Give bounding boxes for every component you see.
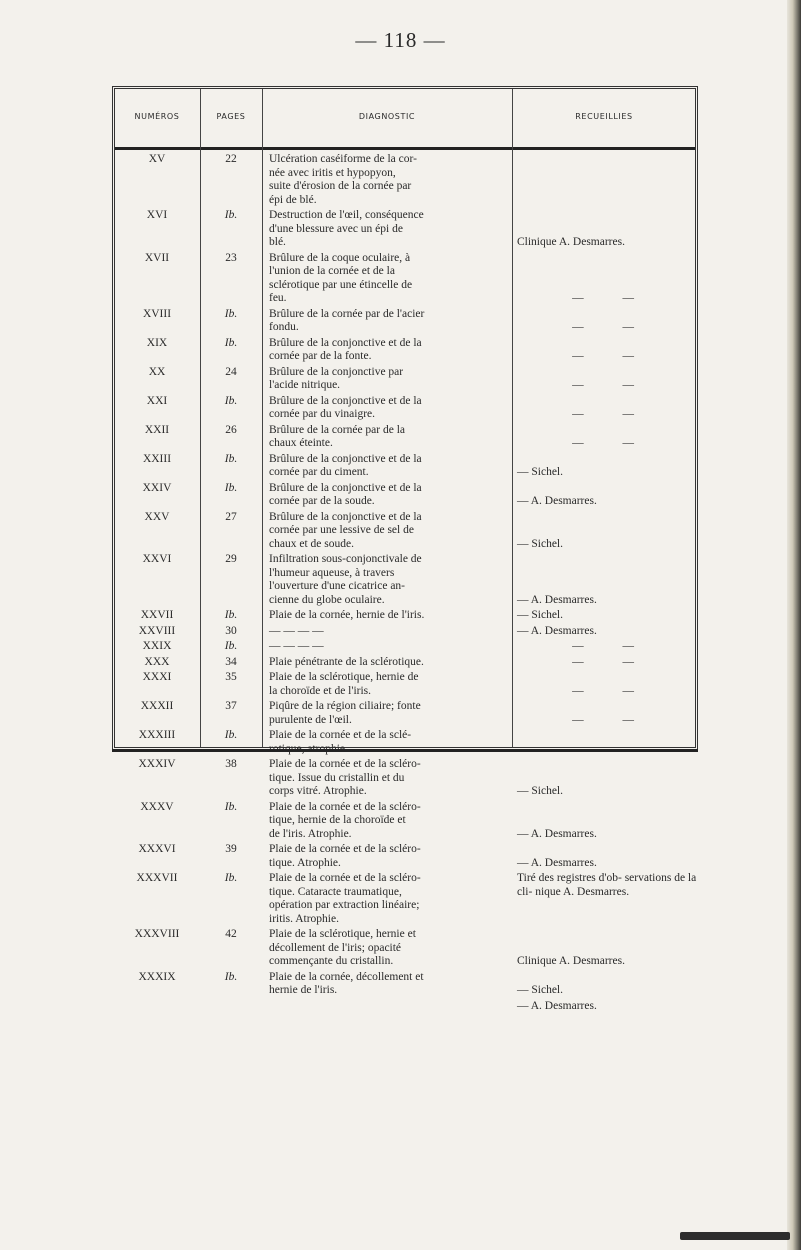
row-diagnostic bbox=[269, 424, 506, 451]
diagnostic-line: Brûlure de la conjonctive et de la bbox=[269, 452, 422, 465]
row-source: — A. Desmarres. bbox=[517, 624, 597, 637]
table-row bbox=[115, 209, 695, 250]
header-numeros: NUMÉROS bbox=[134, 112, 180, 121]
diagnostic-line: épi de blé. bbox=[269, 193, 317, 206]
row-diagnostic bbox=[269, 609, 506, 623]
row-page: 22 bbox=[225, 153, 237, 165]
row-source: — Sichel. bbox=[517, 984, 563, 996]
row-number: XXVI bbox=[142, 553, 172, 565]
diagnostic-line: blé. bbox=[269, 236, 286, 248]
diagnostic-line: hernie de l'iris. bbox=[269, 984, 338, 996]
row-diagnostic bbox=[269, 625, 506, 639]
diagnostic-line: Brûlure de la conjonctive et de la bbox=[269, 394, 422, 407]
row-source: — Sichel. bbox=[517, 466, 563, 478]
row-diagnostic bbox=[269, 640, 506, 654]
diagnostic-line: Brûlure de la conjonctive et de la bbox=[269, 336, 422, 349]
row-page: Ib. bbox=[224, 609, 238, 621]
diagnostic-line: tique. Cataracte traumatique, bbox=[269, 885, 402, 898]
row-number: XXXII bbox=[140, 700, 174, 712]
row-number: XXIX bbox=[142, 640, 172, 652]
row-diagnostic bbox=[269, 453, 506, 480]
row-page: 30 bbox=[225, 624, 237, 637]
table-row bbox=[115, 971, 695, 998]
diagnostic-line: chaux éteinte. bbox=[269, 437, 333, 449]
diagnostic-line: Brûlure de la coque oculaire, à bbox=[269, 251, 411, 264]
diagnostic-line: Brûlure de la cornée par de l'acier bbox=[269, 307, 425, 320]
diagnostic-line: Brûlure de la cornée par de la bbox=[269, 423, 406, 436]
table-row bbox=[115, 553, 695, 607]
row-page: Ib. bbox=[224, 394, 238, 407]
row-page: 34 bbox=[225, 655, 237, 668]
diagnostic-line: la choroïde et de l'iris. bbox=[269, 684, 372, 697]
row-page: Ib. bbox=[224, 729, 238, 741]
row-number: XVIII bbox=[142, 307, 172, 320]
table-row bbox=[115, 252, 695, 306]
diagnostic-line: l'acide nitrique. bbox=[269, 379, 341, 391]
diagnostic-line: suite d'érosion de la cornée par bbox=[269, 180, 412, 192]
row-diagnostic bbox=[269, 843, 506, 870]
row-page: 27 bbox=[225, 510, 237, 523]
diagnostic-line: Destruction de l'œil, conséquence bbox=[269, 209, 424, 221]
diagnostic-line: Plaie de la cornée et de la scléro- bbox=[269, 758, 421, 770]
row-source: — — bbox=[572, 655, 652, 668]
diagnostic-line: Plaie de la sclérotique, hernie et bbox=[269, 928, 416, 940]
row-page: Ib. bbox=[224, 209, 238, 221]
row-number: XXX bbox=[144, 655, 170, 668]
diagnostic-line: fondu. bbox=[269, 321, 299, 333]
row-diagnostic bbox=[269, 553, 506, 607]
diagnostic-line: cornée par du ciment. bbox=[269, 466, 369, 478]
table-header bbox=[115, 89, 695, 150]
diagnostic-line: chaux et de soude. bbox=[269, 537, 354, 550]
table-row bbox=[115, 482, 695, 509]
table-row bbox=[115, 640, 695, 654]
diagnostic-line: Brûlure de la conjonctive par bbox=[269, 365, 404, 378]
table-row bbox=[115, 656, 695, 670]
row-number: XIX bbox=[146, 336, 168, 349]
row-number: XV bbox=[148, 153, 166, 165]
row-diagnostic bbox=[269, 758, 506, 799]
row-diagnostic bbox=[269, 482, 506, 509]
diagnostic-line: Plaie de la cornée et de la scléro- bbox=[269, 800, 421, 813]
diagnostic-line: cornée par de la soude. bbox=[269, 495, 375, 507]
row-source: — A. Desmarres. bbox=[517, 856, 597, 869]
row-source: — — bbox=[572, 437, 652, 449]
diagnostic-line: corps vitré. Atrophie. bbox=[269, 785, 367, 797]
row-diagnostic bbox=[269, 252, 506, 306]
row-page: 37 bbox=[225, 700, 237, 712]
row-number: XXXVI bbox=[138, 843, 176, 855]
table-row bbox=[115, 153, 695, 207]
row-page: 42 bbox=[225, 928, 237, 940]
diagnostic-line: née avec iritis et hypopyon, bbox=[269, 166, 396, 179]
diagnostic-line: cienne du globe oculaire. bbox=[269, 593, 385, 606]
table-row bbox=[115, 395, 695, 422]
row-page: 23 bbox=[225, 251, 237, 264]
row-number: XXXI bbox=[142, 671, 172, 683]
diagnostic-line: tique, hernie de la choroïde et bbox=[269, 814, 406, 826]
row-diagnostic bbox=[269, 872, 506, 926]
table-row bbox=[115, 1000, 695, 1014]
register-table bbox=[112, 86, 698, 1012]
row-number: XXI bbox=[146, 394, 168, 407]
row-number: XXVII bbox=[140, 609, 174, 621]
table-row bbox=[115, 625, 695, 639]
table-row bbox=[115, 872, 695, 926]
row-diagnostic bbox=[269, 308, 506, 335]
row-source: — A. Desmarres. bbox=[517, 999, 597, 1012]
table-row bbox=[115, 308, 695, 335]
diagnostic-line: Plaie de la cornée et de la sclé- bbox=[269, 729, 412, 741]
row-number: XXXIII bbox=[138, 729, 176, 741]
diagnostic-line: cornée par de la fonte. bbox=[269, 350, 372, 362]
row-number: XXV bbox=[144, 510, 170, 523]
diagnostic-line: Plaie de la cornée et de la scléro- bbox=[269, 872, 421, 884]
row-diagnostic bbox=[269, 209, 506, 250]
print-smudge bbox=[680, 1232, 790, 1240]
row-page: Ib. bbox=[224, 872, 238, 884]
table-row bbox=[115, 671, 695, 698]
row-number: XXXIX bbox=[138, 970, 176, 983]
diagnostic-line: — — — — bbox=[269, 640, 324, 652]
row-source: — Sichel. bbox=[517, 609, 563, 621]
diagnostic-line: tique. Atrophie. bbox=[269, 856, 341, 869]
table-row bbox=[115, 609, 695, 623]
row-page: 24 bbox=[225, 365, 237, 378]
diagnostic-line: Plaie de la cornée, décollement et bbox=[269, 970, 424, 983]
row-page: Ib. bbox=[224, 336, 238, 349]
row-number: XXVIII bbox=[138, 624, 176, 637]
row-source: — — bbox=[572, 379, 652, 391]
diagnostic-line: purulente de l'œil. bbox=[269, 713, 352, 726]
row-diagnostic bbox=[269, 153, 506, 207]
row-diagnostic bbox=[269, 337, 506, 364]
row-number: XXII bbox=[144, 423, 170, 436]
row-source: — A. Desmarres. bbox=[517, 495, 597, 507]
diagnostic-line: Plaie pénétrante de la sclérotique. bbox=[269, 655, 424, 668]
row-number: XVI bbox=[146, 209, 168, 221]
row-diagnostic bbox=[269, 656, 506, 670]
row-page: Ib. bbox=[224, 800, 238, 813]
row-source: — — bbox=[572, 408, 652, 420]
row-page: 38 bbox=[225, 758, 237, 770]
diagnostic-line: l'humeur aqueuse, à travers bbox=[269, 566, 395, 579]
row-source: Clinique A. Desmarres. bbox=[517, 955, 625, 967]
diagnostic-line: l'union de la cornée et de la bbox=[269, 265, 395, 277]
diagnostic-line: Brûlure de la conjonctive et de la bbox=[269, 510, 422, 523]
table-row bbox=[115, 928, 695, 969]
row-number: XX bbox=[148, 365, 166, 378]
row-number: XXXIV bbox=[138, 758, 176, 770]
row-page: 26 bbox=[225, 423, 237, 436]
row-source: — — bbox=[572, 292, 652, 304]
row-source: — Sichel. bbox=[517, 537, 563, 550]
row-source: — A. Desmarres. bbox=[517, 827, 597, 840]
diagnostic-line: tique. Issue du cristallin et du bbox=[269, 771, 405, 784]
row-page: 35 bbox=[225, 671, 237, 683]
row-diagnostic bbox=[269, 700, 506, 727]
table-row bbox=[115, 700, 695, 727]
header-recueillies: RECUEILLIES bbox=[575, 112, 633, 121]
table-bottom-rule bbox=[112, 749, 698, 752]
diagnostic-line: l'ouverture d'une cicatrice an- bbox=[269, 580, 406, 592]
table-row bbox=[115, 511, 695, 552]
row-source: — — bbox=[572, 350, 652, 362]
diagnostic-line: Brûlure de la conjonctive et de la bbox=[269, 481, 422, 494]
row-source: — A. Desmarres. bbox=[517, 593, 597, 606]
row-page: 29 bbox=[225, 553, 237, 565]
row-page: Ib. bbox=[224, 970, 238, 983]
diagnostic-line: Infiltration sous-conjonctivale de bbox=[269, 553, 422, 565]
table-row bbox=[115, 843, 695, 870]
row-page: 39 bbox=[225, 843, 237, 855]
diagnostic-line: feu. bbox=[269, 292, 287, 304]
row-number: XXIII bbox=[142, 452, 172, 465]
row-number: XXIV bbox=[142, 481, 172, 494]
page-edge bbox=[787, 0, 801, 1250]
row-source: Tiré des registres d'ob- servations de la cli- nique A. Desmarres. bbox=[517, 872, 697, 898]
page-number: — 118 — bbox=[355, 28, 446, 52]
row-diagnostic bbox=[269, 928, 506, 969]
row-number: XVII bbox=[144, 251, 170, 264]
diagnostic-line: Ulcération caséiforme de la cor- bbox=[269, 153, 417, 165]
diagnostic-line: commençante du cristallin. bbox=[269, 955, 394, 967]
diagnostic-line: Plaie de la cornée et de la scléro- bbox=[269, 843, 421, 855]
table-row bbox=[115, 801, 695, 842]
row-diagnostic bbox=[269, 671, 506, 698]
row-diagnostic bbox=[269, 511, 506, 552]
diagnostic-line: sclérotique par une étincelle de bbox=[269, 278, 413, 291]
row-source: — — bbox=[572, 321, 652, 333]
row-diagnostic bbox=[269, 366, 506, 393]
row-diagnostic bbox=[269, 801, 506, 842]
row-source: — — bbox=[572, 713, 652, 726]
row-page: Ib. bbox=[224, 640, 238, 652]
diagnostic-line: opération par extraction linéaire; bbox=[269, 899, 420, 911]
header-pages: PAGES bbox=[216, 112, 246, 121]
row-page: Ib. bbox=[224, 481, 238, 494]
row-number: XXXV bbox=[140, 800, 174, 813]
diagnostic-line: cornée par du vinaigre. bbox=[269, 408, 376, 420]
row-diagnostic bbox=[269, 395, 506, 422]
table-row bbox=[115, 758, 695, 799]
diagnostic-line: iritis. Atrophie. bbox=[269, 912, 339, 925]
row-page: Ib. bbox=[224, 307, 238, 320]
row-source: — — bbox=[572, 640, 652, 652]
diagnostic-line: cornée par une lessive de sel de bbox=[269, 524, 414, 536]
diagnostic-line: de l'iris. Atrophie. bbox=[269, 827, 352, 840]
diagnostic-line: Piqûre de la région ciliaire; fonte bbox=[269, 700, 421, 712]
row-number: XXXVIII bbox=[134, 928, 180, 940]
row-source: — — bbox=[572, 684, 652, 697]
table-row bbox=[115, 366, 695, 393]
row-diagnostic bbox=[269, 971, 506, 998]
table-row bbox=[115, 453, 695, 480]
diagnostic-line: Plaie de la cornée, hernie de l'iris. bbox=[269, 609, 425, 621]
table-row bbox=[115, 424, 695, 451]
row-source: Clinique A. Desmarres. bbox=[517, 236, 625, 248]
diagnostic-line: Plaie de la sclérotique, hernie de bbox=[269, 671, 419, 683]
header-diagnostic: DIAGNOSTIC bbox=[358, 112, 416, 121]
row-page: Ib. bbox=[224, 452, 238, 465]
diagnostic-line: — — — — bbox=[269, 624, 324, 637]
diagnostic-line: d'une blessure avec un épi de bbox=[269, 222, 403, 235]
row-source: — Sichel. bbox=[517, 785, 563, 797]
table-row bbox=[115, 337, 695, 364]
diagnostic-line: décollement de l'iris; opacité bbox=[269, 941, 402, 954]
row-number: XXXVII bbox=[136, 872, 178, 884]
